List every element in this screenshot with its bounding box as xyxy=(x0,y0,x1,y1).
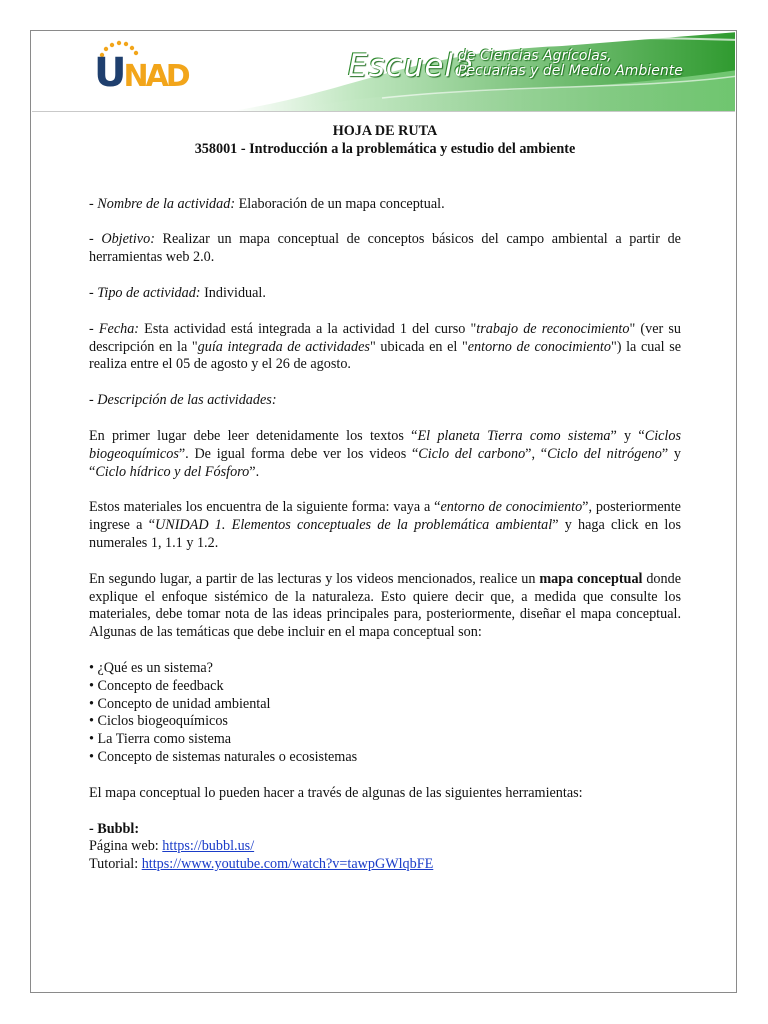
list-item: • Ciclos biogeoquímicos xyxy=(89,713,228,730)
bubbl-tutorial-link[interactable]: https://www.youtube.com/watch?v=tawpGWlqbFE xyxy=(141,856,434,873)
paragraph-second-step: En segundo lugar, a partir de las lecturas y los videos mencionados, realice un mapa conceptual donde explique el enfoque sistémico de la naturaleza. Esto quiere decir que, a medida que consulte los materiales, debe tomar nota de las ideas principales para, posteriormente, diseñar el mapa conceptual. Algunas de las temáticas que debe incluir en el mapa conceptual son: xyxy=(89,570,681,641)
list-item: • Concepto de unidad ambiental xyxy=(89,695,271,712)
activity-name-label: - Nombre de la actividad: xyxy=(89,195,236,212)
bubbl-web: Página web: https://bubbl.us/ xyxy=(89,838,255,855)
objective-label: - Objetivo: xyxy=(89,231,155,248)
activity-type xyxy=(89,285,681,303)
bubbl-web-link[interactable]: https://bubbl.us/ xyxy=(162,838,255,855)
topics-list xyxy=(89,660,681,767)
doc-title: HOJA DE RUTA xyxy=(332,123,438,139)
logo-u: U xyxy=(94,50,124,96)
list-item: • Concepto de feedback xyxy=(89,677,224,694)
unad-logo xyxy=(92,39,192,101)
bubbl-tutorial: Tutorial: https://www.youtube.com/watch?v=tawpGWlqbFE xyxy=(89,856,434,873)
logo-nad: NAD xyxy=(123,59,188,94)
tools-intro: El mapa conceptual lo pueden hacer a través de algunas de las siguientes herramientas: xyxy=(89,784,583,801)
activity-name-text: Elaboración de un mapa conceptual. xyxy=(235,195,445,212)
objective-text: Realizar un mapa conceptual de conceptos básicos del campo ambiental a partir de herramientas web 2.0. xyxy=(89,231,681,266)
banner-subtitle-line1: de Ciencias Agrícolas, xyxy=(458,48,612,64)
date-paragraph: - Fecha: Esta actividad está integrada a la actividad 1 del curso "trabajo de reconocimiento" (ver su descripción en la "guía integrada de actividades" ubicada en el "entorno de conocimiento") la cual se realiza entre el 05 de agosto y el 26 de agosto. xyxy=(89,320,682,373)
document-body xyxy=(89,123,681,874)
banner-subtitle xyxy=(458,49,683,79)
date-label: - Fecha: xyxy=(89,320,140,337)
objective xyxy=(89,231,681,267)
bubbl-heading: - Bubbl: xyxy=(89,820,140,837)
activity-type-label: - Tipo de actividad: xyxy=(89,284,201,301)
doc-subtitle: 358001 - Introducción a la problemática y estudio del ambiente xyxy=(194,140,576,157)
page-header xyxy=(32,32,735,112)
list-item: • ¿Qué es un sistema? xyxy=(89,659,213,676)
banner-subtitle-line2: Pecuarias y del Medio Ambiente xyxy=(458,63,683,79)
list-item: • La Tierra como sistema xyxy=(89,731,232,748)
school-banner xyxy=(232,32,735,111)
concept-map-bold: mapa conceptual xyxy=(539,570,643,587)
document-page xyxy=(30,30,737,993)
banner-title: Escuela xyxy=(348,48,475,84)
activities-description-label: - Descripción de las actividades: xyxy=(89,392,277,409)
activity-type-text: Individual. xyxy=(200,284,266,301)
activity-name xyxy=(89,196,681,214)
list-item: • Concepto de sistemas naturales o ecosistemas xyxy=(89,748,358,765)
paragraph-first-step: En primer lugar debe leer detenidamente los textos “El planeta Tierra como sistema” y “Ciclos biogeoquímicos”. De igual forma debe ver los videos “Ciclo del carbono”, “Ciclo del nitrógeno” y “Ciclo hídrico y del Fósforo”. xyxy=(89,427,681,480)
paragraph-materials: Estos materiales los encuentra de la siguiente forma: vaya a “entorno de conocimiento”, posteriormente ingrese a “UNIDAD 1. Elementos conceptuales de la problemática ambiental” y haga click en los numerales 1, 1.1 y 1.2. xyxy=(89,499,681,551)
